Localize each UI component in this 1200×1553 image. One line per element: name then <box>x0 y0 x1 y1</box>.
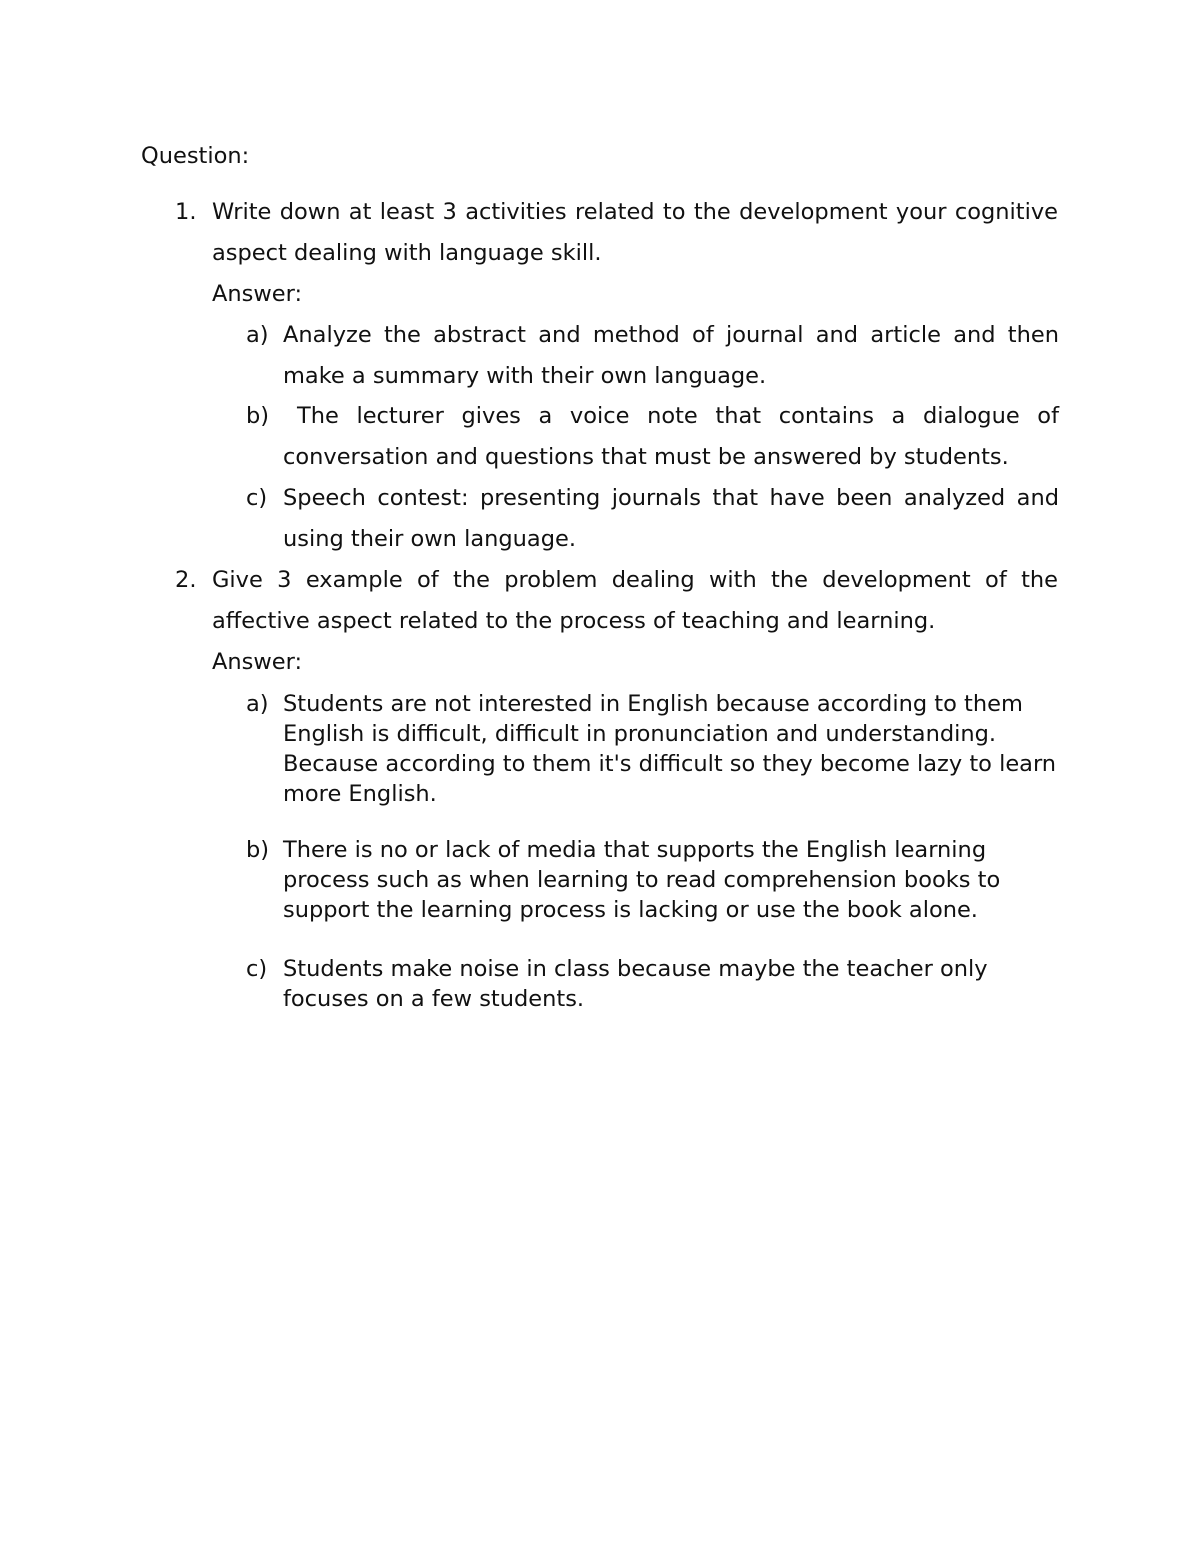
question-2-answer-a-label: a) <box>246 691 269 717</box>
question-2-answer-label: Answer: <box>212 649 303 675</box>
question-1-answer-c-label: c) <box>246 485 268 511</box>
heading: Question: <box>141 143 250 169</box>
question-2-number: 2. <box>175 567 197 593</box>
question-1-answer-b-text: The lecturer gives a voice note that contains a dialogue of conversation and questions that must be answered by students. <box>283 403 1059 470</box>
question-1-answer-b-label: b) <box>246 403 270 429</box>
question-1-answer-label: Answer: <box>212 281 303 307</box>
question-2-answer-a-text: Students are not interested in English because according to them English is difficult, difficult in pronunciation and understanding. Because according to them it's difficult so they become lazy to learn more English. <box>283 691 1057 807</box>
question-1-text: Write down at least 3 activities related to the development your cognitive aspect dealing with language skill. <box>212 199 1058 266</box>
question-2-answer-c-label: c) <box>246 956 268 982</box>
question-2-answer-b-text: There is no or lack of media that supports the English learning process such as when learning to read comprehension books to support the learning process is lacking or use the book alone. <box>283 837 1001 923</box>
question-2-text: Give 3 example of the problem dealing with the development of the affective aspect related to the process of teaching and learning. <box>212 567 1058 634</box>
question-1-answer-a-label: a) <box>246 322 269 348</box>
question-1-answer-a-text: Analyze the abstract and method of journal and article and then make a summary with their own language. <box>283 322 1059 389</box>
question-1-answer-c-text: Speech contest: presenting journals that have been analyzed and using their own language. <box>283 485 1059 552</box>
question-2-answer-b-label: b) <box>246 837 270 863</box>
question-1-number: 1. <box>175 199 197 225</box>
question-2-answer-c-text: Students make noise in class because maybe the teacher only focuses on a few students. <box>283 956 988 1012</box>
